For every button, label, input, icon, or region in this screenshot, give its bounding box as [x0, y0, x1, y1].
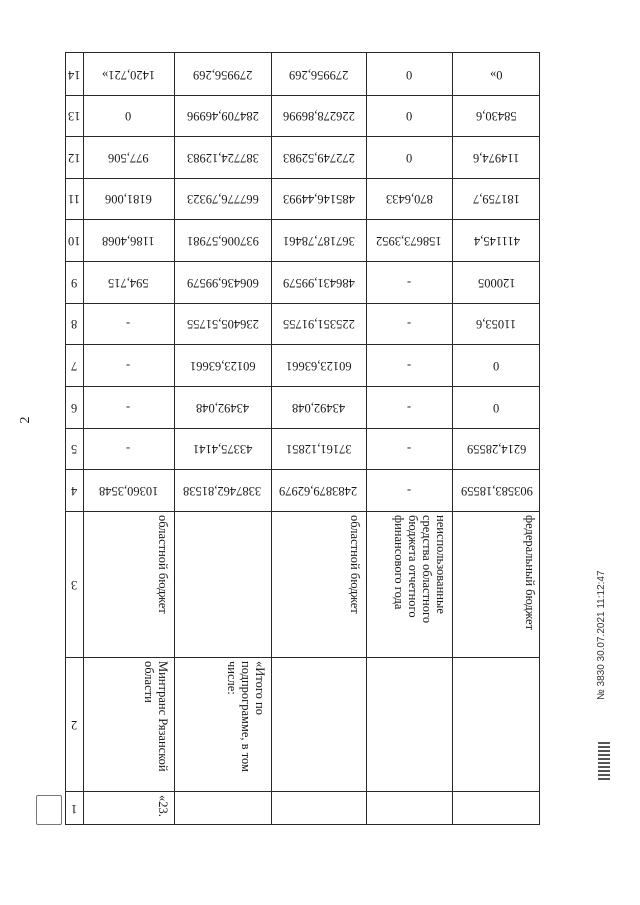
table-cell-value — [83, 428, 174, 469]
table-cell-value — [366, 95, 452, 136]
funding-source: областной бюджет — [348, 515, 362, 614]
table-cell-value — [452, 178, 541, 219]
table-cell-value — [366, 344, 452, 386]
table-cell-value-text: 37161,12851 — [285, 442, 352, 456]
table-cell-value — [271, 219, 366, 261]
row-number: «23. — [156, 795, 170, 817]
table-cell-value — [271, 261, 366, 303]
table-cell-value — [83, 219, 174, 261]
table-cell-value — [271, 469, 366, 511]
column-number-text: 13 — [68, 109, 81, 123]
table-cell-value — [83, 386, 174, 428]
table-cell-value-text: 279956,269 — [288, 67, 349, 82]
table-cell-value — [366, 469, 452, 511]
column-number — [66, 95, 83, 136]
column-number — [66, 511, 83, 657]
table-cell-value-text: 279956,269 — [192, 67, 253, 82]
table-cell-value-text: 114974,6 — [473, 150, 520, 165]
table-cell-value-text: 903583,18559 — [460, 483, 533, 498]
table-cell-value-text: 60123,63661 — [285, 358, 352, 373]
funding-source: областной бюджет — [156, 515, 170, 614]
table-cell-value — [452, 136, 541, 178]
column-number — [66, 428, 83, 469]
table-cell-value — [83, 136, 174, 178]
table-cell-value-text: 43375,4141 — [192, 442, 253, 456]
table-cell-value — [83, 53, 174, 95]
table-cell-value-text: 0» — [490, 67, 503, 82]
table-cell-value-text: - — [126, 358, 131, 373]
table-cell-value-text: 6214,28559 — [466, 442, 527, 456]
table-cell-value-text: - — [406, 442, 412, 456]
table-cell-value — [174, 53, 271, 95]
table-cell-value-text: 594,715 — [108, 275, 149, 290]
table-cell-value-text: 367187,78461 — [282, 233, 355, 248]
table-cell-value-text: 1420,721» — [101, 67, 156, 82]
table-cell-value-text: 236405,51755 — [186, 317, 259, 331]
table-cell-value — [174, 428, 271, 469]
column-number-text: 10 — [68, 233, 81, 248]
budget-table — [65, 52, 540, 825]
table-cell-value — [83, 178, 174, 219]
table-cell-value-text: 158673,3952 — [376, 233, 442, 248]
table-cell-value — [271, 136, 366, 178]
table-cell-value-text: 272749,52983 — [282, 150, 355, 165]
table-cell-value — [174, 219, 271, 261]
table-cell-value — [83, 303, 174, 344]
table-cell-value — [174, 386, 271, 428]
table-cell-value-text: - — [406, 317, 412, 331]
column-number — [66, 53, 83, 95]
table-cell-value — [366, 428, 452, 469]
table-cell-value-text: 284709,46996 — [186, 109, 259, 123]
table-cell-value — [174, 95, 271, 136]
program-name: Минтранс Рязанской области — [142, 661, 170, 772]
table-cell-value — [174, 261, 271, 303]
table-column-divider — [66, 511, 539, 512]
registration-stamp: № 3830 30.07.2021 11:12:47 — [596, 570, 607, 700]
table-cell-value-text: 0 — [405, 150, 413, 165]
column-number — [66, 344, 83, 386]
table-cell-value — [83, 344, 174, 386]
table-cell-value-text: 181759,7 — [473, 192, 520, 206]
table-cell-value — [452, 386, 541, 428]
table-cell-value-text: 6181,006 — [105, 192, 152, 206]
table-cell-value-text: 1186,4068 — [102, 233, 155, 248]
table-cell-value — [366, 386, 452, 428]
table-cell-value-text: 225351,91755 — [282, 317, 355, 331]
table-cell-value — [452, 261, 541, 303]
table-cell-value-text: 667776,79323 — [186, 192, 259, 206]
table-cell-value-text: 0 — [493, 400, 500, 415]
table-column-divider — [66, 657, 539, 658]
table-cell-value-text: 937006,57981 — [186, 233, 259, 248]
table-cell-value-text: 485146,44993 — [282, 192, 355, 206]
funding-source: федеральный бюджет — [523, 515, 537, 631]
table-cell-value-text: 3387462,81538 — [183, 483, 262, 498]
table-cell-value — [452, 344, 541, 386]
page-number: 2 — [18, 416, 33, 424]
table-cell-value — [271, 344, 366, 386]
table-cell-value — [174, 303, 271, 344]
table-cell-value-text: 606436,99579 — [186, 275, 259, 290]
column-number-text: 11 — [68, 192, 81, 206]
table-cell-value — [83, 95, 174, 136]
table-cell-value — [174, 136, 271, 178]
table-cell-value-text: 0 — [493, 358, 500, 373]
table-cell-value-text: 0 — [405, 109, 413, 123]
table-cell-value-text: 10360,3548 — [98, 483, 159, 498]
table-cell-value — [366, 261, 452, 303]
column-number-text: 8 — [71, 317, 78, 331]
column-number-text: 1 — [71, 802, 78, 816]
table-cell-value — [366, 136, 452, 178]
table-cell-value — [83, 469, 174, 511]
column-number-text: 5 — [71, 442, 78, 456]
column-number — [66, 657, 83, 791]
funding-source: неиспользованные средства областного бюджета отчетного финансового года — [392, 515, 448, 624]
table-cell-value-text: - — [406, 400, 412, 415]
table-cell-value — [452, 469, 541, 511]
column-number-text: 3 — [71, 577, 78, 592]
table-cell-value-text: - — [126, 400, 131, 415]
program-name: «Итого по подпрограмме, в том числе: — [225, 661, 267, 772]
table-cell-value — [366, 178, 452, 219]
table-cell-value — [366, 53, 452, 95]
table-cell-value-text: 58430,6 — [476, 109, 517, 123]
table-cell-value — [174, 178, 271, 219]
table-cell-value-text: 43492,048 — [195, 400, 250, 415]
table-cell-value — [452, 428, 541, 469]
table-cell-value — [452, 95, 541, 136]
table-column-divider — [66, 791, 539, 792]
table-cell-value — [366, 303, 452, 344]
table-cell-value-text: 486431,99579 — [282, 275, 355, 290]
table-cell-value-text: 120005 — [477, 275, 516, 290]
table-cell-value — [366, 219, 452, 261]
column-number-text: 9 — [71, 275, 78, 290]
table-cell-value-text: - — [406, 275, 412, 290]
column-number-text: 2 — [71, 717, 78, 732]
table-cell-value-text: 11053,6 — [476, 317, 517, 331]
column-number-text: 7 — [71, 358, 78, 373]
table-cell-value — [271, 303, 366, 344]
column-number — [66, 303, 83, 344]
column-number — [66, 791, 83, 826]
column-number — [66, 386, 83, 428]
table-cell-value-text: - — [406, 358, 412, 373]
table-cell-value-text: 870,6433 — [385, 192, 433, 206]
table-cell-value-text: 411145,4 — [473, 233, 520, 248]
table-cell-value — [174, 344, 271, 386]
table-cell-value — [271, 386, 366, 428]
column-number — [66, 261, 83, 303]
table-cell-value-text: 2483879,62979 — [279, 483, 358, 498]
column-number — [66, 469, 83, 511]
column-number-text: 14 — [68, 67, 81, 82]
table-cell-value — [271, 95, 366, 136]
column-number — [66, 136, 83, 178]
table-cell-value — [452, 219, 541, 261]
table-cell-value-text: 226278,86996 — [282, 109, 355, 123]
table-cell-value — [271, 53, 366, 95]
table-cell-value — [452, 53, 541, 95]
table-cell-value — [174, 469, 271, 511]
column-number — [66, 219, 83, 261]
column-number-text: 12 — [68, 150, 81, 165]
column-number — [66, 178, 83, 219]
table-cell-value-text: - — [406, 483, 412, 498]
table-cell-value-text: - — [126, 442, 131, 456]
table-cell-value — [83, 261, 174, 303]
table-cell-value — [452, 303, 541, 344]
table-cell-value — [271, 178, 366, 219]
table-cell-value-text: 0 — [125, 109, 132, 123]
barcode-icon — [598, 740, 610, 780]
registry-logo-icon — [36, 795, 62, 825]
table-cell-value-text: 43492,048 — [291, 400, 346, 415]
table-cell-value — [271, 428, 366, 469]
table-cell-value-text: 0 — [405, 67, 413, 82]
table-cell-value-text: - — [126, 317, 131, 331]
column-number-text: 6 — [71, 400, 78, 415]
table-cell-value-text: 977,506 — [108, 150, 149, 165]
table-cell-value-text: 387724,12983 — [186, 150, 259, 165]
table-cell-value-text: 60123,63661 — [189, 358, 256, 373]
column-number-text: 4 — [71, 483, 78, 498]
